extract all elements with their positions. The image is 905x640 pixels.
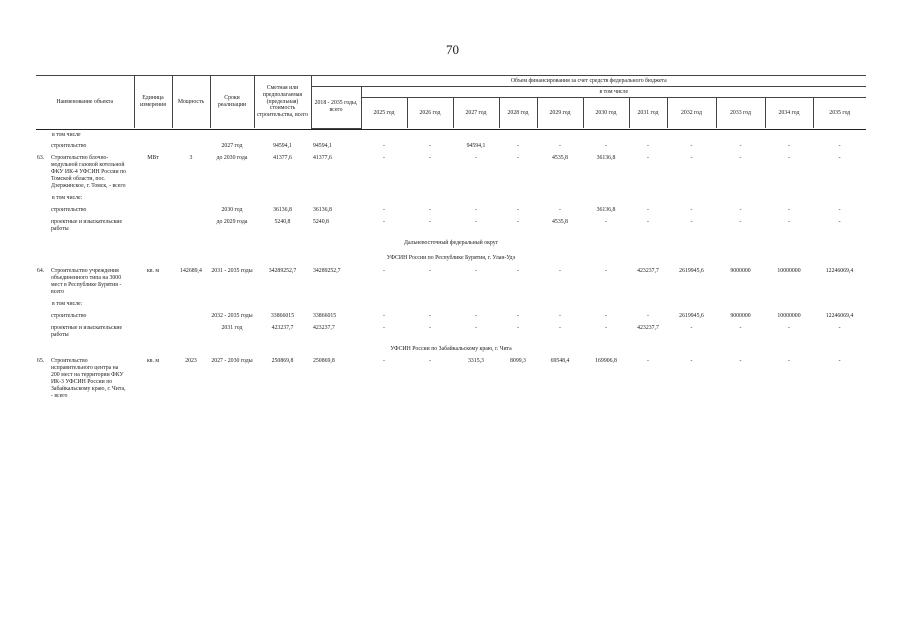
- year-value-cell: -: [517, 219, 519, 226]
- year-value-cell: -: [739, 207, 742, 214]
- year-value-cell: -: [559, 267, 561, 274]
- region-title: Дальневосточный федеральный округ: [404, 239, 499, 246]
- year-value-cell: -: [838, 358, 841, 365]
- year-value-cell: 36136,8: [596, 207, 616, 214]
- estimate-cell: 36136,8: [273, 207, 292, 214]
- year-value-cell: 94594,1: [466, 143, 486, 150]
- unit-cell: кв. м: [146, 358, 160, 365]
- object-name: проектные и изыскательские работы: [51, 219, 123, 233]
- total-cell: 33866015: [313, 312, 337, 319]
- year-value-cell: -: [647, 312, 649, 319]
- year-value-cell: -: [605, 267, 607, 274]
- year-value-cell: -: [383, 358, 385, 365]
- year-value-cell: -: [690, 207, 693, 214]
- header-name: Наименование объекта: [36, 76, 134, 129]
- year-value-cell: 9000000: [730, 267, 751, 274]
- year-value-cell: -: [475, 267, 477, 274]
- year-value-cell: 12246069,4: [825, 267, 854, 274]
- year-value-cell: -: [647, 155, 649, 162]
- header-year: 2031 год: [629, 98, 667, 129]
- header-unit: Единица измерения: [134, 76, 172, 129]
- row-number: 64.: [37, 267, 45, 274]
- year-value-cell: -: [838, 143, 841, 150]
- table-row: [36, 205, 866, 217]
- header-year: 2030 год: [583, 98, 629, 129]
- year-value-cell: -: [383, 143, 385, 150]
- year-value-cell: -: [739, 155, 742, 162]
- table-row: [36, 153, 866, 193]
- year-value-cell: -: [838, 155, 841, 162]
- year-value-cell: -: [559, 324, 561, 331]
- row-number: 63.: [37, 155, 45, 162]
- object-name: строительство: [51, 207, 87, 214]
- total-cell: 94594,1: [313, 143, 332, 150]
- capacity-cell: [172, 323, 210, 342]
- total-cell: 423237,7: [313, 324, 335, 331]
- year-value-cell: 169906,8: [595, 358, 617, 365]
- object-name-cell: [36, 153, 134, 193]
- year-value-cell: -: [429, 143, 431, 150]
- estimate-cell: 94594,1: [273, 143, 292, 150]
- table-row: [36, 141, 866, 153]
- year-value-cell: 4535,8: [552, 219, 568, 226]
- year-value-cell: -: [605, 312, 607, 319]
- year-value-cell: -: [475, 207, 477, 214]
- capacity-cell: 2023: [185, 358, 197, 365]
- total-cell: 5240,8: [313, 219, 329, 226]
- header-capacity: Мощность: [172, 76, 210, 129]
- year-value-cell: 8099,3: [510, 358, 526, 365]
- year-value-cell: 423237,7: [637, 324, 659, 331]
- year-value-cell: -: [739, 324, 742, 331]
- capacity-cell: [172, 205, 210, 217]
- period-cell: 2031 год: [221, 324, 243, 331]
- object-name-cell: [36, 323, 134, 342]
- total-cell: 250869,8: [313, 358, 335, 365]
- subtotal-label: в том числе: [52, 131, 81, 138]
- year-value-cell: -: [429, 267, 431, 274]
- object-name-cell: [36, 266, 134, 299]
- unit-cell: [134, 311, 172, 323]
- header-year: 2025 год: [361, 98, 407, 129]
- unit-cell: [134, 217, 172, 236]
- year-value-cell: 3315,3: [468, 358, 484, 365]
- year-value-cell: -: [788, 207, 790, 214]
- subtotal-label-row: [36, 193, 866, 205]
- year-value-cell: -: [690, 155, 693, 162]
- period-cell: 2027 год: [221, 143, 243, 150]
- year-value-cell: -: [690, 143, 693, 150]
- header-year: 2033 год: [716, 98, 765, 129]
- header-year: 2026 год: [407, 98, 453, 129]
- table-body: [36, 129, 866, 403]
- estimate-cell: 5240,8: [274, 219, 291, 226]
- year-value-cell: -: [739, 358, 742, 365]
- capacity-cell: [172, 141, 210, 153]
- capacity-cell: 142689,4: [180, 267, 202, 274]
- estimate-cell: 33866015: [270, 312, 295, 319]
- year-value-cell: -: [690, 358, 693, 365]
- unit-cell: кв. м: [146, 267, 160, 274]
- year-value-cell: -: [383, 324, 385, 331]
- year-value-cell: 2619945,6: [679, 312, 704, 319]
- estimate-cell: 34289252,7: [268, 267, 297, 274]
- total-cell: 34289252,7: [313, 267, 341, 274]
- year-value-cell: 69548,4: [550, 358, 570, 365]
- total-cell: 41377,6: [313, 155, 332, 162]
- object-name: строительство: [51, 143, 87, 150]
- capacity-cell: [172, 311, 210, 323]
- subtotal-label-row: [36, 129, 866, 141]
- year-value-cell: 12246069,4: [825, 312, 854, 319]
- header-year: 2029 год: [537, 98, 583, 129]
- year-value-cell: -: [429, 312, 431, 319]
- year-value-cell: -: [838, 219, 841, 226]
- period-cell: 2031 - 2035 годы: [211, 267, 253, 274]
- period-cell: до 2030 года: [216, 155, 248, 162]
- year-value-cell: -: [605, 324, 607, 331]
- period-cell: 2027 - 2030 годы: [211, 358, 253, 365]
- header-year: 2032 год: [667, 98, 716, 129]
- year-value-cell: -: [517, 143, 519, 150]
- year-value-cell: 4535,8: [552, 155, 568, 162]
- year-value-cell: 10000000: [777, 312, 801, 319]
- object-name: Строительство учреждения объединенного типа на 3000 мест в Республике Бурятия - всего: [51, 267, 122, 295]
- year-value-cell: 423237,7: [637, 267, 659, 274]
- region-row: [36, 251, 866, 266]
- year-value-cell: 9000000: [730, 312, 751, 319]
- estimate-cell: 41377,6: [273, 155, 292, 162]
- table-row: [36, 323, 866, 342]
- year-value-cell: -: [647, 358, 649, 365]
- unit-cell: [134, 323, 172, 342]
- estimate-cell: 423237,7: [271, 324, 294, 331]
- subtotal-label: в том числе:: [52, 195, 83, 202]
- header-year: 2028 год: [499, 98, 537, 129]
- year-value-cell: -: [475, 155, 477, 162]
- object-name-cell: [36, 205, 134, 217]
- year-value-cell: -: [383, 312, 385, 319]
- total-cell: 36136,8: [313, 207, 332, 214]
- header-estimate: Сметная или предполагаемая (предельная) стоимость строительства, всего: [254, 76, 311, 129]
- year-value-cell: -: [429, 358, 431, 365]
- header-subgroup: в том числе: [361, 87, 866, 98]
- year-value-cell: -: [383, 267, 385, 274]
- object-name: строительство: [51, 312, 87, 319]
- unit-cell: [134, 205, 172, 217]
- table-row: [36, 266, 866, 299]
- year-value-cell: -: [383, 207, 385, 214]
- table-row: [36, 217, 866, 236]
- period-cell: 2030 год: [221, 207, 243, 214]
- region-title: УФСИН России по Забайкальскому краю, г. Чита: [390, 345, 512, 352]
- unit-cell: [134, 141, 172, 153]
- header-total: 2018 - 2035 годы, всего: [311, 87, 361, 129]
- year-value-cell: -: [475, 312, 477, 319]
- year-value-cell: -: [383, 155, 385, 162]
- page-number: 70: [446, 42, 459, 57]
- year-value-cell: -: [429, 155, 431, 162]
- year-value-cell: -: [475, 324, 477, 331]
- year-value-cell: -: [559, 312, 561, 319]
- header-year: 2035 год: [813, 98, 866, 129]
- year-value-cell: -: [788, 219, 790, 226]
- year-value-cell: -: [517, 207, 519, 214]
- year-value-cell: -: [517, 312, 519, 319]
- year-value-cell: -: [429, 219, 431, 226]
- year-value-cell: -: [739, 143, 742, 150]
- year-value-cell: -: [690, 324, 693, 331]
- capacity-cell: 3: [189, 155, 193, 162]
- year-value-cell: -: [559, 143, 561, 150]
- object-name: Строительство блочно-модульной газовой котельной ФКУ ИК-4 УФСИН России по Томской области, пос. Дзержинское, г. Томск, - всего: [51, 155, 127, 190]
- budget-table: [36, 75, 866, 403]
- region-title: УФСИН России по Республике Бурятия, г. Улан-Удэ: [386, 254, 516, 261]
- year-value-cell: -: [475, 219, 477, 226]
- table-row: [36, 311, 866, 323]
- year-value-cell: -: [517, 324, 519, 331]
- object-name: Строительство исправительного центра на 200 мест на территории ФКУ ИК-3 УФСИН России по Забайкальскому краю, г. Чита, - всего: [51, 358, 126, 400]
- unit-cell: МВт: [147, 155, 159, 162]
- subtotal-label: в том числе:: [52, 300, 83, 307]
- year-value-cell: -: [838, 207, 841, 214]
- year-value-cell: -: [559, 207, 561, 214]
- year-value-cell: -: [647, 207, 649, 214]
- year-value-cell: -: [788, 155, 790, 162]
- year-value-cell: -: [517, 267, 519, 274]
- year-value-cell: -: [517, 155, 519, 162]
- year-value-cell: -: [788, 324, 790, 331]
- year-value-cell: -: [838, 324, 841, 331]
- estimate-cell: 250869,8: [271, 358, 294, 365]
- table-header: [36, 76, 866, 130]
- header-year: 2027 год: [453, 98, 499, 129]
- object-name-cell: [36, 141, 134, 153]
- header-funding-group: Объем финансирования за счет средств федерального бюджета: [311, 76, 866, 87]
- header-year: 2034 год: [765, 98, 813, 129]
- year-value-cell: -: [788, 358, 790, 365]
- object-name-cell: [36, 311, 134, 323]
- capacity-cell: [172, 217, 210, 236]
- year-value-cell: 36136,8: [596, 155, 616, 162]
- year-value-cell: -: [788, 143, 790, 150]
- header-period: Сроки реализации: [210, 76, 254, 129]
- year-value-cell: -: [429, 324, 431, 331]
- object-name-cell: [36, 217, 134, 236]
- period-cell: 2032 - 2035 годы: [211, 312, 253, 319]
- year-value-cell: 2619945,6: [679, 267, 704, 274]
- year-value-cell: -: [383, 219, 385, 226]
- year-value-cell: -: [429, 207, 431, 214]
- period-cell: до 2029 года: [216, 219, 248, 226]
- year-value-cell: -: [647, 143, 649, 150]
- year-value-cell: -: [739, 219, 742, 226]
- year-value-cell: -: [605, 143, 607, 150]
- table-row: [36, 356, 866, 403]
- object-name: проектные и изыскательские работы: [51, 324, 123, 338]
- subtotal-label-row: [36, 299, 866, 311]
- region-row: [36, 342, 866, 357]
- year-value-cell: -: [647, 219, 649, 226]
- row-number: 65.: [37, 358, 45, 365]
- year-value-cell: 10000000: [777, 267, 801, 274]
- year-value-cell: -: [690, 219, 693, 226]
- object-name-cell: [36, 356, 134, 403]
- region-row: [36, 236, 866, 251]
- year-value-cell: -: [605, 219, 607, 226]
